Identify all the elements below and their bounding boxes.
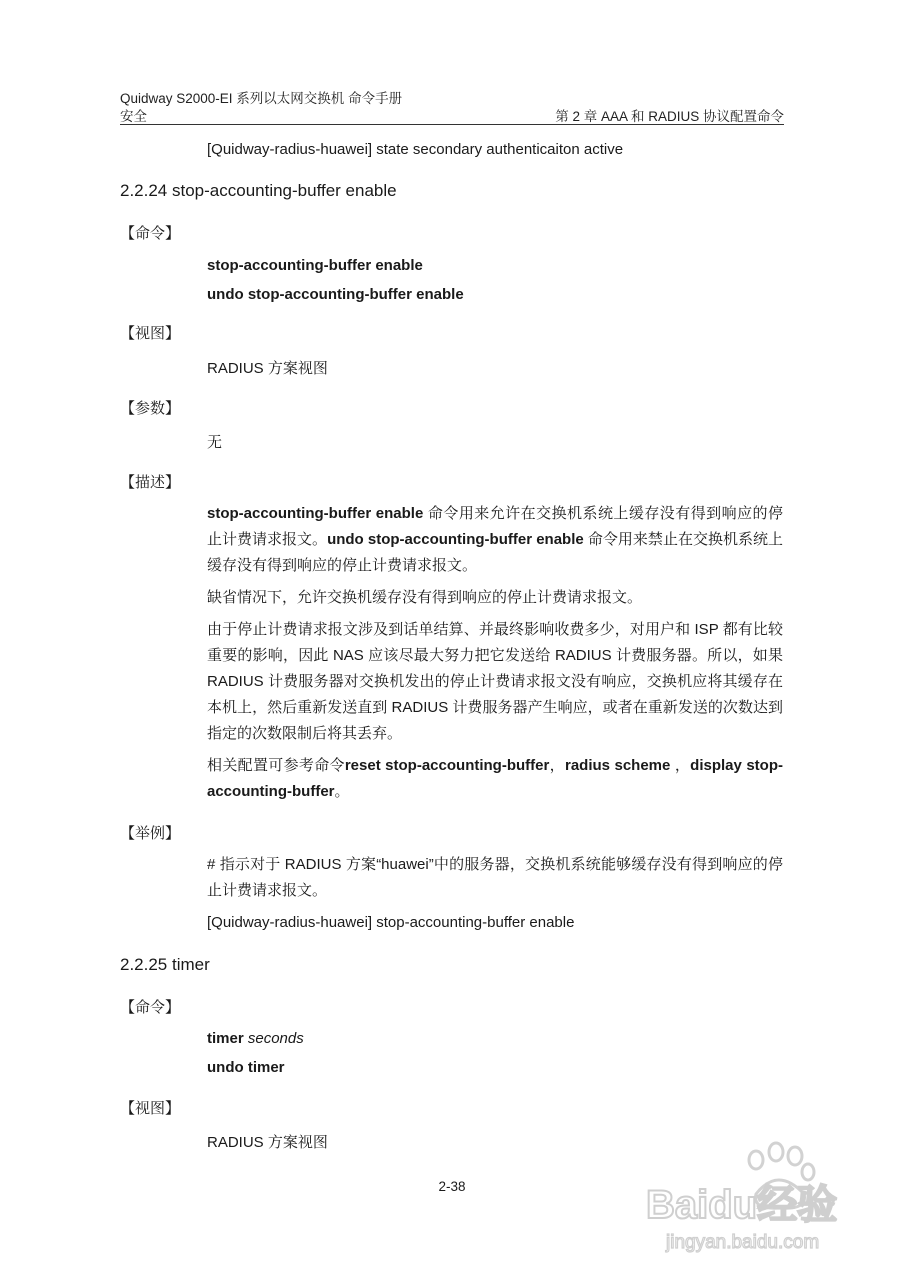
param-text: 无 [207, 434, 223, 451]
command-tag: 【命令】 [120, 999, 181, 1016]
related-command-reset: reset stop-accounting-buffer [344, 757, 550, 774]
header-chapter: 第 2 章 AAA 和 RADIUS 协议配置命令 [555, 109, 784, 124]
undo-command-syntax [207, 286, 464, 303]
header-title: Quidway S2000-EI 系列以太网交换机 命令手册 [120, 91, 403, 106]
watermark-brand: Baidu经验 [646, 1183, 838, 1227]
timer-command-syntax [207, 1030, 304, 1047]
command-syntax [207, 257, 423, 274]
desc-command: stop-accounting-buffer enable [207, 505, 424, 522]
related-prefix: 相关配置可参考命令 [207, 757, 345, 774]
view-tag: 【视图】 [120, 325, 181, 342]
view-text: RADIUS 方案视图 [207, 1134, 328, 1151]
related-separator: ， [670, 757, 691, 774]
undo-command-text: undo stop-accounting-buffer enable [207, 286, 464, 303]
related-separator: ， [549, 757, 565, 774]
timer-keyword: timer [207, 1030, 244, 1047]
desc-undo-command: undo stop-accounting-buffer enable [327, 531, 584, 548]
view-text: RADIUS 方案视图 [207, 360, 328, 377]
example-tag: 【举例】 [120, 825, 181, 842]
header-subline [120, 105, 784, 125]
related-command-display: display stop-accounting-buffer [207, 757, 783, 800]
desc-text-2: 命令用来禁止在交换机系统上缓存没有得到响应的停止计费请求报文。 [207, 531, 783, 574]
example-command: [Quidway-radius-huawei] stop-accounting-buffer enable [207, 914, 575, 931]
undo-timer-text: undo timer [207, 1059, 285, 1076]
description-para-3: 由于停止计费请求报文涉及到话单结算、并最终影响收费多少，对用户和 ISP 都有比较重要的影响，因此 NAS 应该尽最大努力把它发送给 RADIUS 计费服务器。所以，如果 RADIUS 计费服务器对交换机发出的停止计费请求报文没有响应，交换机应将其缓存在本机上，然后重新发送直到 RADIUS 计费服务器产生响应，或者在重新发送的次数达到指定的次数限制后将其丢弃。 [207, 621, 783, 742]
example-comment: # 指示对于 RADIUS 方案“huawei”中的服务器，交换机系统能够缓存没有得到响应的停止计费请求报文。 [207, 856, 783, 899]
section-heading-timer: 2.2.25 timer [120, 955, 210, 974]
description-para-2: 缺省情况下，允许交换机缓存没有得到响应的停止计费请求报文。 [207, 589, 643, 606]
desc-tag: 【描述】 [120, 474, 181, 491]
related-command-radius-scheme: radius scheme [564, 757, 671, 774]
watermark-url: jingyan.baidu.com [666, 1232, 820, 1253]
desc-text: 命令用来允许在交换机系统上缓存没有得到响应的停止计费请求报文。 [207, 505, 783, 548]
header-divider [120, 124, 784, 125]
command-tag: 【命令】 [120, 225, 181, 242]
view-tag: 【视图】 [120, 1100, 181, 1117]
baidu-watermark [638, 1138, 858, 1266]
description-para-4 [207, 753, 783, 805]
command-text: stop-accounting-buffer enable [207, 257, 423, 274]
timer-argument: seconds [247, 1030, 304, 1047]
section-heading-stop-accounting-buffer: 2.2.24 stop-accounting-buffer enable [120, 181, 397, 200]
param-tag: 【参数】 [120, 400, 181, 417]
undo-timer-syntax [207, 1059, 285, 1076]
header-section: 安全 [120, 109, 147, 124]
top-example-command: [Quidway-radius-huawei] state secondary authenticaiton active [207, 141, 624, 158]
page-number: 2-38 [438, 1179, 466, 1194]
related-end: 。 [334, 783, 350, 800]
description-para-1 [207, 501, 783, 579]
description-body [207, 501, 783, 805]
